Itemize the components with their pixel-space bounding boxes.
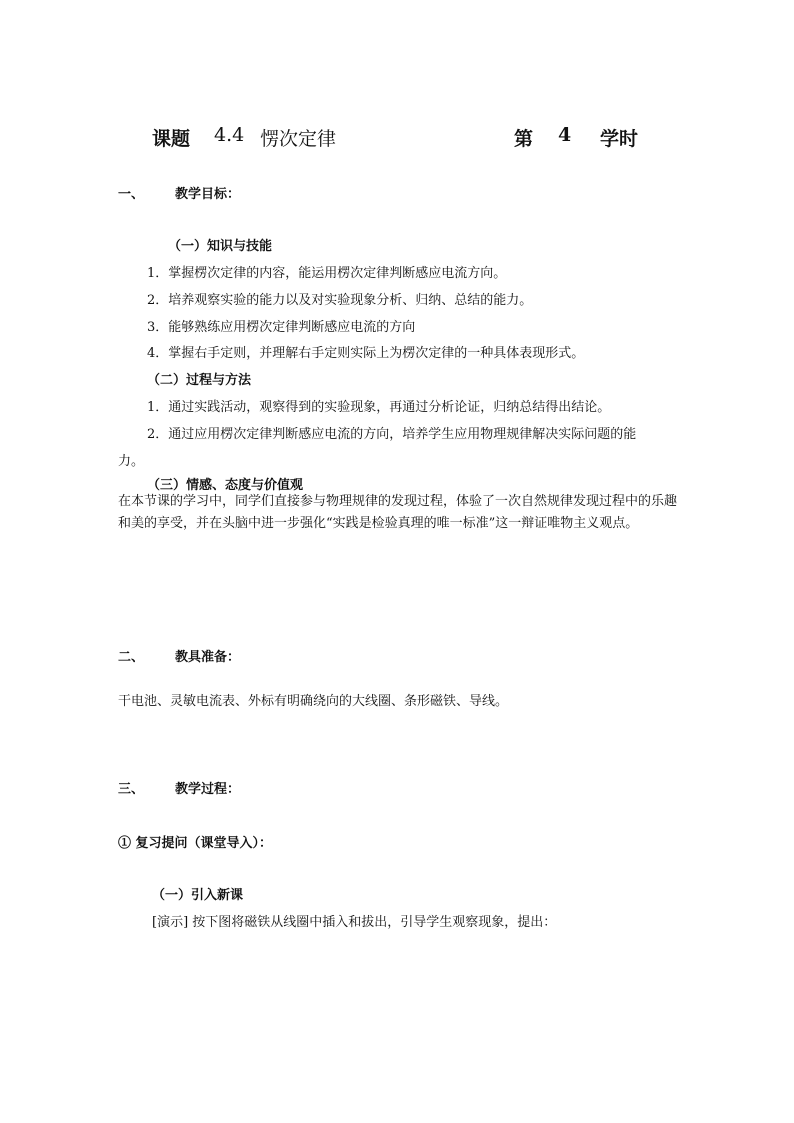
knowledge-item-2: 2．培养观察实验的能力以及对实验现象分析、归纳、总结的能力。 — [147, 293, 533, 308]
lesson-name: 愣次定律 — [260, 128, 337, 150]
demo-text: [演示] 按下图将磁铁从线圈中插入和拔出，引导学生观察现象，提出： — [152, 915, 557, 930]
process-item-1: 1．通过实践活动，观察得到的实验现象，再通过分析论证，归纳总结得出结论。 — [147, 400, 611, 415]
knowledge-title: （一）知识与技能 — [168, 239, 273, 254]
section-3-title: 教学过程： — [175, 782, 241, 797]
review-step-title: ① 复习提问（课堂导入）： — [118, 836, 273, 851]
lesson-label: 课题 — [152, 128, 191, 150]
knowledge-item-3: 3．能够熟练应用楞次定律判断感应电流的方向 — [147, 320, 416, 335]
section-3-number: 三、 — [118, 782, 145, 797]
tools-text: 干电池、灵敏电流表、外标有明确绕向的大线圈、条形磁铁、导线。 — [118, 694, 509, 709]
knowledge-item-4: 4．掌握右手定则，并理解右手定则实际上为楞次定律的一种具体表现形式。 — [147, 346, 585, 361]
period-prefix: 第 — [514, 128, 534, 150]
period-suffix: 学时 — [600, 128, 639, 150]
lesson-number: 4.4 — [214, 124, 245, 146]
period-number: 4 — [558, 124, 572, 146]
emotion-paragraph: 在本节课的学习中，同学们直接参与物理规律的发现过程，体验了一次自然规律发现过程中的乐趣和美的享受，并在头脑中进一步强化“实践是检验真理的唯一标准”这一辩证唯物主义观点。 — [118, 494, 678, 531]
process-method-title: （二）过程与方法 — [147, 373, 252, 388]
knowledge-item-1: 1．掌握楞次定律的内容，能运用楞次定律判断感应电流方向。 — [147, 266, 507, 281]
process-item-2-cont: 力。 — [118, 454, 145, 469]
section-1-title: 教学目标： — [175, 187, 241, 202]
emotion-title: （三）情感、态度与价值观 — [147, 478, 304, 493]
intro-title: （一）引入新课 — [152, 888, 244, 903]
process-item-2: 2．通过应用楞次定律判断感应电流的方向，培养学生应用物理规律解决实际问题的能 — [147, 427, 637, 442]
section-1-number: 一、 — [118, 187, 145, 202]
section-2-number: 二、 — [118, 650, 145, 665]
section-2-title: 教具准备： — [175, 650, 241, 665]
